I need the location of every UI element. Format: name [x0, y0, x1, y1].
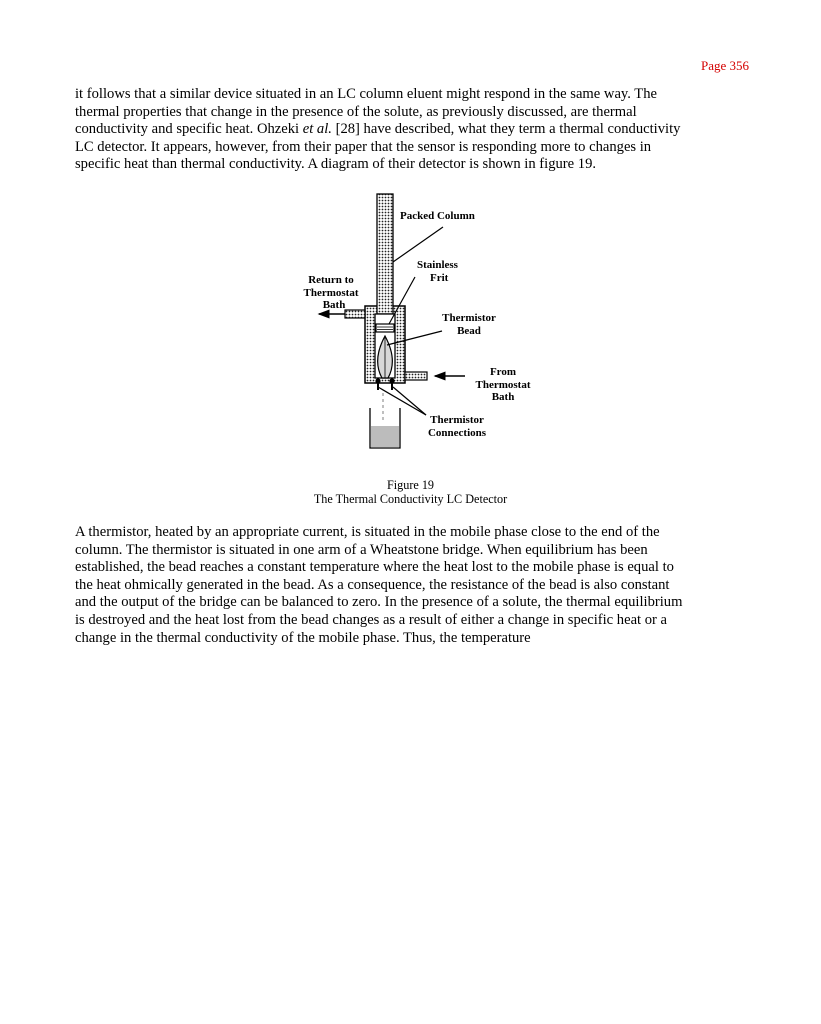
detector-drawing: [285, 190, 545, 450]
text-line: LC detector. It appears, however, from their paper that the sensor is responding more to changes in: [75, 138, 652, 155]
collected-eluent: [371, 426, 399, 447]
text-line: thermal properties that change in the presence of the solute, as previously discussed, are thermal: [75, 103, 637, 120]
label-line: From: [489, 366, 517, 378]
text-segment: [28] have described, what they term a thermal conductivity: [331, 121, 681, 138]
label-stainless-frit: [417, 259, 458, 284]
text-line: and the output of the bridge can be balanced to zero. In the presence of a solute, the thermal equilibrium: [75, 594, 683, 611]
label-line: Frit: [430, 271, 449, 284]
label-line: Thermostat: [475, 378, 531, 391]
text-segment: conductivity and specific heat. Ohzeki: [75, 121, 303, 138]
label-line: Thermistor: [430, 414, 484, 426]
stainless-frit: [376, 324, 394, 332]
citation-et-al: et al.: [302, 121, 332, 138]
text-line: [75, 121, 755, 139]
label-line: Bath: [322, 299, 346, 311]
connections-pointer: [393, 387, 426, 415]
text-line: the heat ohmically generated in the bead. As a consequence, the resistance of the bead is also constant: [75, 576, 670, 593]
connections-pointer: [378, 387, 426, 415]
figure-caption-title: Figure 19: [386, 478, 435, 492]
text-line: it follows that a similar device situated in an LC column eluent might respond in the same way. The: [75, 86, 657, 102]
text-line: is destroyed and the heat lost from the bead changes as a result of either a change in specific heat or a: [75, 611, 668, 628]
label-from-thermostat: [468, 366, 538, 404]
inlet-tube: [405, 372, 427, 380]
label-thermistor-bead: [434, 312, 504, 337]
label-packed-column: Packed Column: [400, 210, 475, 222]
page-number: Page 356: [700, 58, 749, 73]
label-line: Stainless: [417, 259, 458, 271]
body-paragraph-1: [75, 86, 755, 174]
label-line: Connections: [427, 426, 487, 439]
text-line: A thermistor, heated by an appropriate current, is situated in the mobile phase close to the end of the: [75, 524, 660, 540]
label-return-thermostat: [287, 274, 375, 312]
label-line: Bead: [457, 324, 481, 337]
body-paragraph-2: [75, 524, 755, 647]
figure-caption-text: The Thermal Conductivity LC Detector: [313, 492, 508, 506]
packed-column-pointer: [393, 227, 443, 262]
label-line: Bath: [491, 391, 515, 403]
text-line: column. The thermistor is situated in one arm of a Wheatstone bridge. When equilibrium has been: [75, 541, 648, 558]
text-line: specific heat than thermal conductivity. A diagram of their detector is shown in figure 19.: [75, 156, 597, 173]
label-line: Thermostat: [303, 286, 359, 299]
detector-diagram: [285, 190, 545, 450]
packed-column: [377, 194, 393, 314]
text-line: change in the thermal conductivity of the mobile phase. Thus, the temperature: [75, 629, 531, 646]
label-thermistor-connections: [420, 414, 494, 439]
text-line: established, the bead reaches a constant temperature where the heat lost to the mobile phase is equal to: [75, 559, 674, 576]
label-line: Return to: [308, 274, 354, 286]
label-line: Thermistor: [442, 312, 496, 324]
